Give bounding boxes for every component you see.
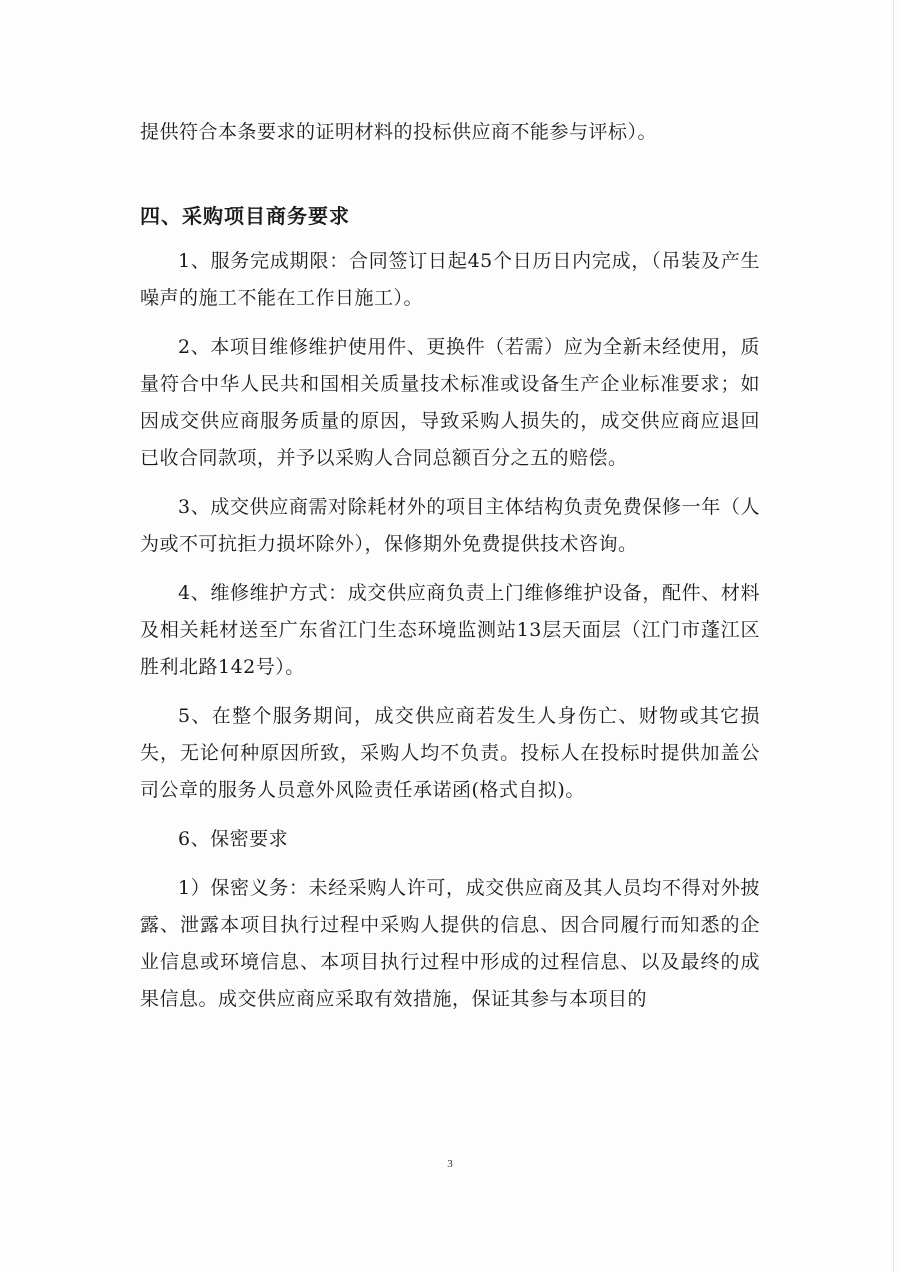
paragraph-3: 3、成交供应商需对除耗材外的项目主体结构负责免费保修一年（人为或不可抗拒力损坏除外），保修期外免费提供技术咨询。 — [140, 496, 760, 555]
paragraph-7: 1）保密义务：未经采购人许可，成交供应商及其人员均不得对外披露、泄露本项目执行过程中采购人提供的信息、因合同履行而知悉的企业信息或环境信息、本项目执行过程中形成的过程信息、以及最终的成果信息。成交供应商应采取有效措施，保证其参与本项目的 — [140, 877, 760, 1010]
continuation-text — [140, 114, 760, 151]
paragraph-6: 6、保密要求 — [178, 828, 289, 850]
paragraph-4: 4、维修维护方式：成交供应商负责上门维修维护设备，配件、材料及相关耗材送至广东省江门生态环境监测站13层天面层（江门市蓬江区胜利北路142号）。 — [140, 582, 760, 678]
paragraph-1: 1、服务完成期限：合同签订日起45个日历日内完成，（吊装及产生噪声的施工不能在工作日施工）。 — [140, 250, 760, 309]
paragraph-2: 2、本项目维修维护使用件、更换件（若需）应为全新未经使用，质量符合中华人民共和国相关质量技术标准或设备生产企业标准要求；如因成交供应商服务质量的原因，导致采购人损失的，成交供应商应退回已收合同款项，并予以采购人合同总额百分之五的赔偿。 — [140, 336, 760, 469]
paragraph-5: 5、在整个服务期间，成交供应商若发生人身伤亡、财物或其它损失，无论何种原因所致，采购人均不负责。投标人在投标时提供加盖公司公章的服务人员意外风险责任承诺函(格式自拟)。 — [140, 705, 760, 801]
page-number: 3 — [447, 1158, 453, 1170]
body-text — [140, 243, 760, 1018]
continuation-paragraph: 提供符合本条要求的证明材料的投标供应商不能参与评标）。 — [140, 121, 658, 143]
section-heading: 四、采购项目商务要求 — [140, 204, 350, 228]
page-edge — [893, 0, 894, 1272]
